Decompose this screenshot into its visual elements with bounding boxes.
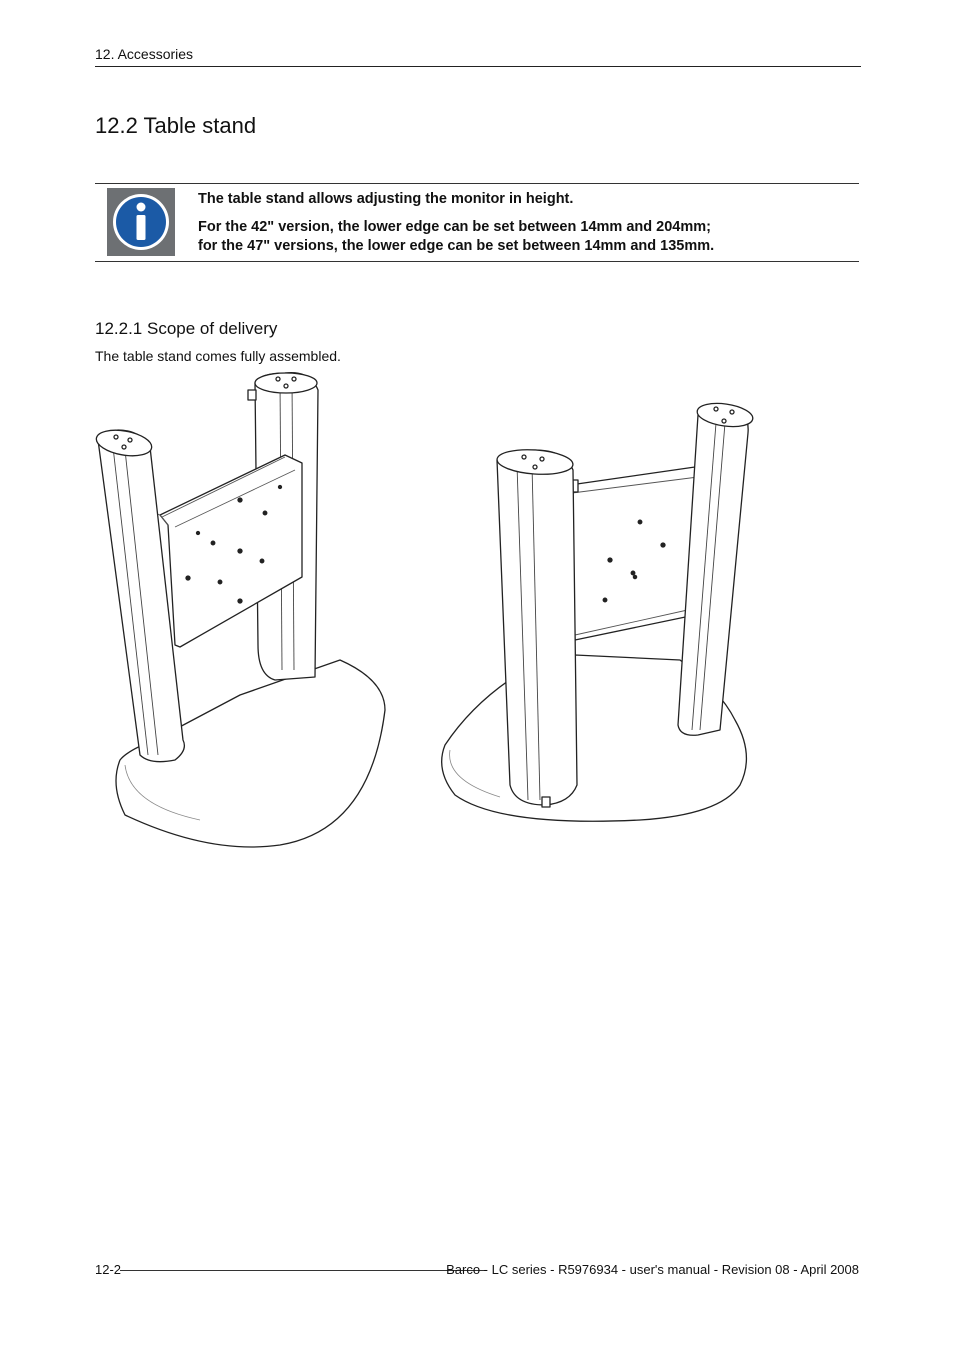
note-line-3: for the 47" versions, the lower edge can be set between 14mm and 135mm. — [198, 238, 715, 254]
section-title: 12.2 Table stand — [95, 113, 257, 138]
body-text: The table stand comes fully assembled. — [95, 348, 341, 364]
stand-rear-view — [442, 400, 755, 821]
note-line-1: The table stand allows adjusting the monitor in height. — [198, 191, 574, 207]
running-header: 12. Accessories — [95, 46, 194, 62]
page-number: 12-2 — [95, 1262, 122, 1277]
note-text — [198, 190, 714, 256]
note-line-2: For the 42" version, the lower edge can be set between 14mm and 204mm; — [198, 219, 711, 235]
stand-front-view — [94, 373, 385, 847]
footer-text: Barco - LC series - R5976934 - user's manual - Revision 08 - April 2008 — [446, 1262, 859, 1277]
info-note — [95, 183, 859, 262]
footer-rule — [120, 1270, 486, 1271]
subsection-title: 12.2.1 Scope of delivery — [95, 319, 278, 338]
table-stand-illustration — [80, 365, 780, 865]
info-icon — [107, 188, 175, 256]
header-rule — [95, 66, 861, 67]
